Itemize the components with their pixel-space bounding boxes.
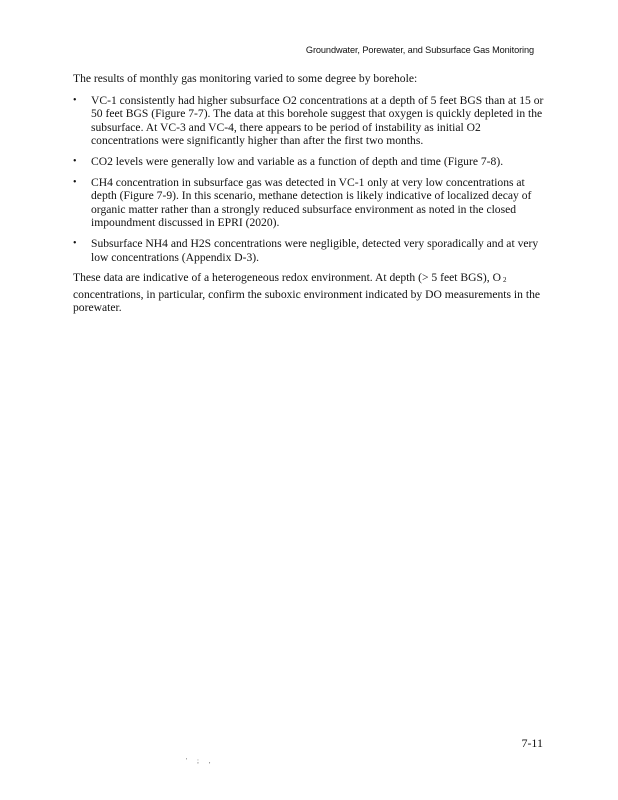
subscript-two: 2 xyxy=(502,276,507,285)
bullet-text: Subsurface NH4 and H2S concentrations were negligible, detected very sporadically and at very low concentrations (Appendix D-3). xyxy=(91,236,539,264)
page-number: 7-11 xyxy=(521,736,543,750)
bullet-list xyxy=(73,94,545,265)
closing-paragraph xyxy=(73,271,545,315)
bullet-item xyxy=(73,155,545,169)
bullet-text: CO2 levels were generally low and variable as a function of depth and time (Figure 7-8). xyxy=(91,154,504,168)
bullet-icon: • xyxy=(73,237,77,249)
closing-text-start: These data are indicative of a heterogeneous redox environment. At depth (> 5 feet BGS), O xyxy=(73,271,501,285)
bullet-icon: • xyxy=(73,176,77,188)
bullet-icon: • xyxy=(73,94,77,106)
bullet-text: VC-1 consistently had higher subsurface O2 concentrations at a depth of 5 feet BGS than at 15 or 50 feet BGS (Figure 7-7). The data at this borehole suggest that oxygen is quickly depleted in the subsurface. At VC-3 and VC-4, there appears to be period of instability as initial O2 concentrations were significantly higher than after the first two months. xyxy=(91,93,544,148)
body-text xyxy=(73,72,545,315)
bullet-item xyxy=(73,94,545,148)
bullet-text: CH4 concentration in subsurface gas was detected in VC-1 only at very low concentrations at depth (Figure 7-9). In this scenario, methane detection is likely indicative of localized decay of organic matter rather than a strongly reduced subsurface environment as noted in the closed impoundment discussed in EPRI (2020). xyxy=(91,175,532,230)
closing-text-end: concentrations, in particular, confirm the suboxic environment indicated by DO measurements in the porewater. xyxy=(73,287,541,315)
intro-paragraph: The results of monthly gas monitoring varied to some degree by borehole: xyxy=(73,72,418,85)
footer-mark: ' ; , xyxy=(186,757,215,765)
running-header: Groundwater, Porewater, and Subsurface Gas Monitoring xyxy=(305,45,534,55)
bullet-item xyxy=(73,237,545,264)
bullet-item xyxy=(73,176,545,230)
bullet-icon: • xyxy=(73,155,77,167)
